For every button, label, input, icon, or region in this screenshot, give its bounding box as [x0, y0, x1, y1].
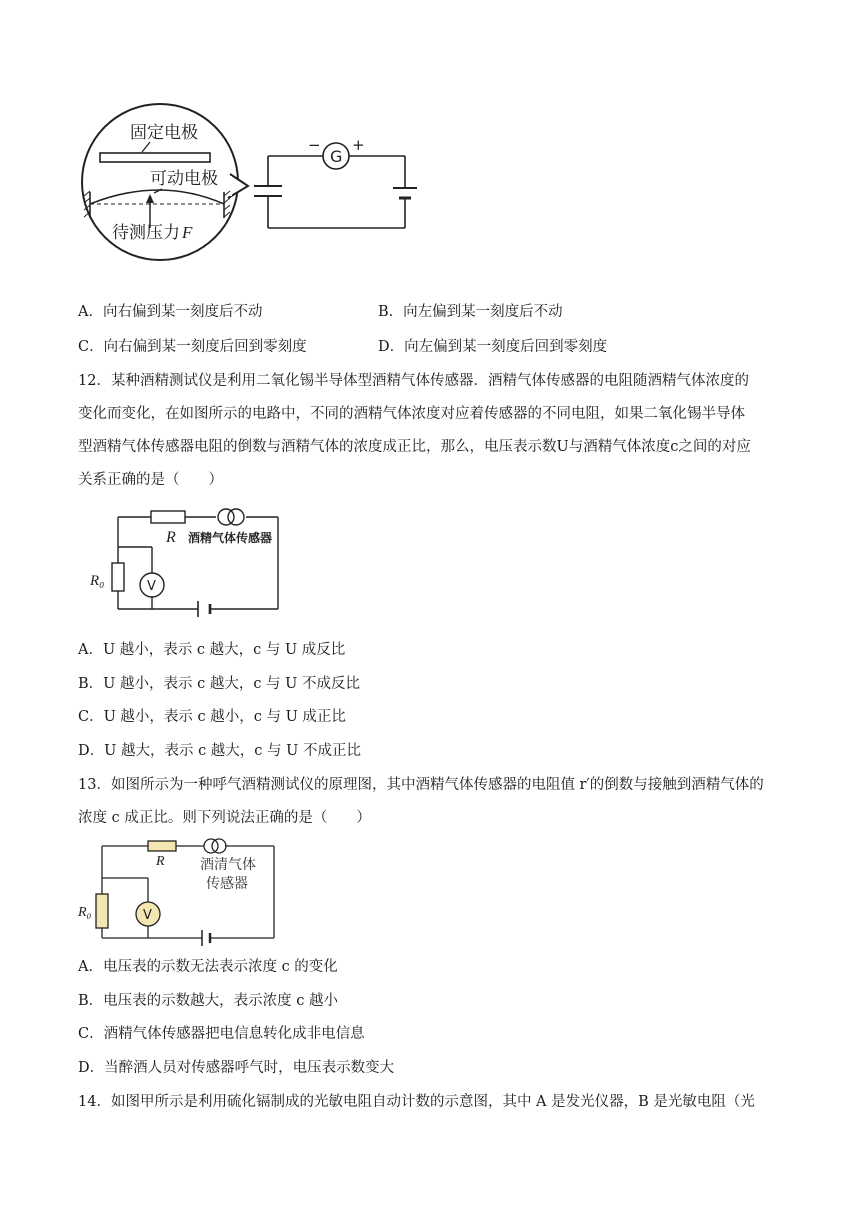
- q14-stem-line-1: 14．如图甲所示是利用硫化镉制成的光敏电阻自动计数的示意图，其中 A 是发光仪器，B 是光敏电阻（光: [78, 1094, 755, 1110]
- resistor-r0: [112, 563, 124, 591]
- q13-option-d[interactable]: D．当醉酒人员对传感器呼气时，电压表示数变大: [78, 1060, 395, 1076]
- q11-option-c[interactable]: C．向右偏到某一刻度后回到零刻度: [78, 339, 307, 355]
- sensor-label-line-1: 酒清气体: [200, 857, 256, 873]
- q12-stem-line-3: 型酒精气体传感器电阻的倒数与酒精气体的浓度成正比，那么，电压表示数U与酒精气体浓度c之间的对应: [78, 439, 751, 455]
- galvanometer-label: G: [330, 147, 343, 166]
- q13-stem-line-2: 浓度 c 成正比。则下列说法正确的是（ ）: [78, 810, 371, 826]
- movable-plate-label: 可动电极: [150, 169, 218, 189]
- sensor-label: 酒精气体传感器: [188, 531, 273, 545]
- figure-q12-circuit: [88, 505, 288, 620]
- resistor-r-label: R: [156, 854, 165, 869]
- q13-option-b[interactable]: B．电压表的示数越大，表示浓度 c 越小: [78, 993, 338, 1009]
- fixed-plate-label: 固定电极: [130, 123, 198, 143]
- q12-stem-line-2: 变化而变化，在如图所示的电路中，不同的酒精气体浓度对应着传感器的不同电阻，如果二氧化锡半导体: [78, 406, 745, 422]
- figure-q13-circuit: [78, 836, 288, 948]
- q11-option-d[interactable]: D．向左偏到某一刻度后回到零刻度: [378, 339, 608, 355]
- q12-option-d[interactable]: D．U 越大，表示 c 越大，c 与 U 不成正比: [78, 743, 361, 759]
- resistor-r0-label: R₀: [78, 905, 92, 920]
- q12-option-b[interactable]: B．U 越小，表示 c 越大，c 与 U 不成反比: [78, 676, 360, 692]
- q11-option-b[interactable]: B．向左偏到某一刻度后不动: [378, 304, 563, 320]
- sensor-label-line-2: 传感器: [206, 876, 248, 892]
- voltmeter-label: V: [147, 579, 156, 594]
- fixed-plate: [100, 153, 210, 162]
- q13-option-a[interactable]: A．电压表的示数无法表示浓度 c 的变化: [78, 959, 338, 975]
- voltmeter-label: V: [143, 908, 152, 923]
- figure-pressure-sensor-circuit: [78, 100, 438, 270]
- resistor-r-label: R: [166, 529, 176, 546]
- sensor-symbol-left: [218, 509, 234, 525]
- force-label: 待测压力: [112, 223, 180, 243]
- sensor-symbol-left: [204, 839, 218, 853]
- galvanometer-minus: −: [308, 136, 321, 154]
- force-symbol: F: [182, 223, 193, 242]
- q13-option-c[interactable]: C．酒精气体传感器把电信息转化成非电信息: [78, 1026, 365, 1042]
- q13-stem-line-1: 13．如图所示为一种呼气酒精测试仪的原理图，其中酒精气体传感器的电阻值 r′的倒数与接触到酒精气体的: [78, 777, 764, 793]
- resistor-r0: [96, 894, 108, 928]
- q12-stem-line-4: 关系正确的是（ ）: [78, 472, 223, 488]
- q11-option-a[interactable]: A．向右偏到某一刻度后不动: [78, 304, 263, 320]
- resistor-r: [148, 841, 176, 851]
- q12-option-c[interactable]: C．U 越小，表示 c 越小，c 与 U 成正比: [78, 709, 346, 725]
- resistor-r: [151, 511, 185, 523]
- q12-stem-line-1: 12．某种酒精测试仪是利用二氧化锡半导体型酒精气体传感器．酒精气体传感器的电阻随酒精气体浓度的: [78, 373, 749, 389]
- q12-option-a[interactable]: A．U 越小，表示 c 越大，c 与 U 成反比: [78, 642, 346, 658]
- galvanometer-plus: +: [352, 136, 365, 154]
- resistor-r0-label: R₀: [90, 573, 105, 589]
